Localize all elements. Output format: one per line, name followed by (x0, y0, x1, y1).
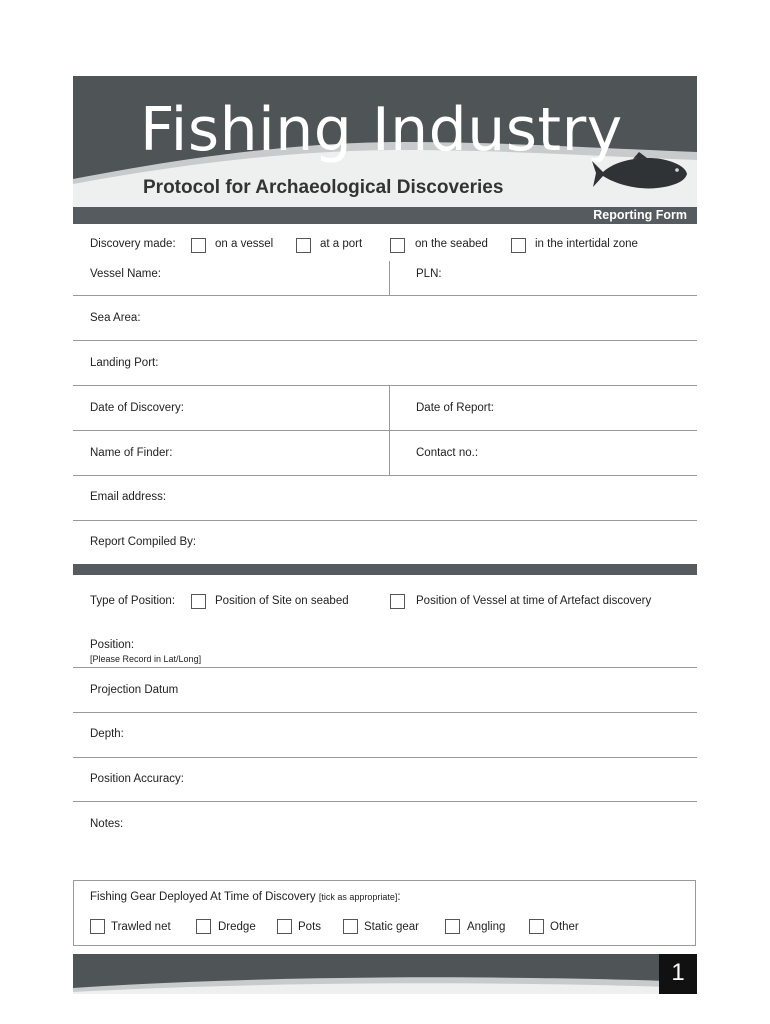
landing-port-label: Landing Port: (90, 357, 159, 369)
divider (73, 475, 697, 476)
date-of-discovery-label: Date of Discovery: (90, 402, 184, 414)
checkbox-angling[interactable] (445, 919, 460, 934)
divider (73, 712, 697, 713)
position-accuracy-label: Position Accuracy: (90, 773, 184, 785)
reporting-form-band (73, 207, 697, 224)
depth-label: Depth: (90, 728, 124, 740)
sea-area-label: Sea Area: (90, 312, 141, 324)
email-address-label: Email address: (90, 491, 167, 503)
checkbox-at-a-port[interactable] (296, 238, 311, 253)
checkbox-other[interactable] (529, 919, 544, 934)
option-position-site: Position of Site on seabed (215, 595, 349, 607)
option-intertidal-zone: in the intertidal zone (535, 238, 638, 250)
divider (73, 520, 697, 521)
name-of-finder-label: Name of Finder: (90, 447, 173, 459)
date-of-report-label: Date of Report: (416, 402, 494, 414)
checkbox-trawled-net[interactable] (90, 919, 105, 934)
fishing-gear-colon: : (397, 891, 401, 903)
fishing-gear-label: Fishing Gear Deployed At Time of Discovery (90, 891, 316, 903)
gear-pots: Pots (298, 921, 322, 933)
section-separator (73, 564, 697, 575)
page-subtitle: Protocol for Archaeological Discoveries (143, 177, 504, 198)
footer-banner (73, 954, 697, 994)
page-number-box (659, 954, 697, 994)
reporting-form-label: Reporting Form (593, 208, 687, 222)
pln-label: PLN: (416, 268, 442, 280)
type-of-position-label: Type of Position: (90, 595, 176, 607)
divider (73, 430, 697, 431)
fishing-gear-hint: [tick as appropriate] (318, 892, 398, 902)
checkbox-on-the-seabed[interactable] (390, 238, 405, 253)
divider (73, 667, 697, 668)
checkbox-position-vessel[interactable] (390, 594, 405, 609)
divider (389, 386, 390, 430)
position-hint: [Please Record in Lat/Long] (90, 654, 202, 664)
footer-background (73, 954, 697, 994)
option-on-the-seabed: on the seabed (415, 238, 488, 250)
gear-dredge: Dredge (218, 921, 256, 933)
gear-static-gear: Static gear (364, 921, 419, 933)
gear-other: Other (550, 921, 579, 933)
vessel-name-label: Vessel Name: (90, 268, 161, 280)
gear-trawled-net: Trawled net (111, 921, 171, 933)
checkbox-intertidal-zone[interactable] (511, 238, 526, 253)
checkbox-dredge[interactable] (196, 919, 211, 934)
fish-logo-icon (591, 150, 691, 196)
option-on-a-vessel: on a vessel (215, 238, 274, 250)
option-at-a-port: at a port (320, 238, 363, 250)
notes-label: Notes: (90, 818, 124, 830)
fishing-gear-box (73, 880, 696, 946)
divider (389, 431, 390, 475)
page-number: 1 (671, 959, 685, 986)
checkbox-static-gear[interactable] (343, 919, 358, 934)
divider (73, 801, 697, 802)
checkbox-on-a-vessel[interactable] (191, 238, 206, 253)
divider (73, 295, 697, 296)
position-label: Position: (90, 639, 135, 651)
projection-datum-label: Projection Datum (90, 684, 179, 696)
checkbox-position-site[interactable] (191, 594, 206, 609)
gear-angling: Angling (467, 921, 506, 933)
checkbox-pots[interactable] (277, 919, 292, 934)
fishing-gear-heading (90, 891, 401, 903)
divider (73, 385, 697, 386)
discovery-made-label: Discovery made: (90, 238, 176, 250)
divider (389, 261, 390, 295)
divider (73, 757, 697, 758)
report-compiled-by-label: Report Compiled By: (90, 536, 197, 548)
option-position-vessel: Position of Vessel at time of Artefact discovery (416, 595, 652, 607)
divider (73, 340, 697, 341)
contact-no-label: Contact no.: (416, 447, 479, 459)
page-title: Fishing Industry (140, 95, 623, 165)
